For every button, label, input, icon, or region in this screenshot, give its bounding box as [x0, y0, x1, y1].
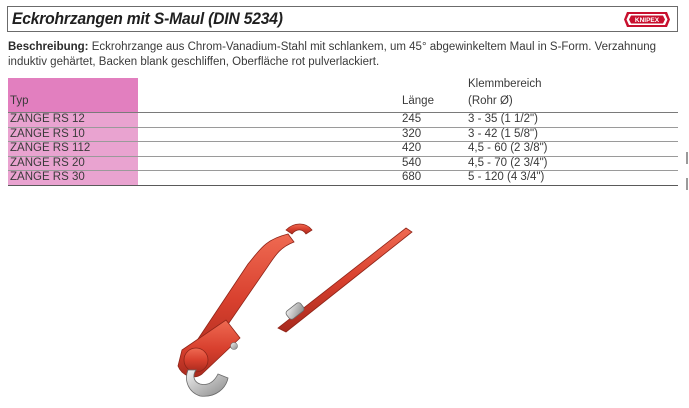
description	[8, 40, 680, 69]
table-header	[8, 78, 678, 113]
cell-laenge: 320	[402, 127, 422, 140]
cell-laenge: 420	[402, 142, 422, 154]
cell-klemmbereich: 3 - 35 (1 1/2")	[468, 113, 538, 125]
product-table	[8, 78, 678, 186]
cell-klemmbereich: 4,5 - 60 (2 3/8")	[468, 142, 548, 154]
pipe-wrench-image	[168, 220, 428, 400]
header-laenge: Länge	[402, 95, 434, 107]
description-label: Beschreibung:	[8, 41, 89, 53]
title-box	[7, 6, 678, 32]
header-typ: Typ	[10, 95, 29, 107]
table-row	[8, 157, 678, 172]
header-rohr: (Rohr Ø)	[468, 95, 513, 107]
cell-typ: ZANGE RS 10	[8, 128, 138, 142]
page-title: Eckrohrzangen mit S-Maul (DIN 5234)	[12, 9, 283, 28]
cell-klemmbereich: 3 - 42 (1 5/8")	[468, 127, 538, 140]
logo-text: KNIPEX	[634, 17, 660, 24]
table-row	[8, 171, 678, 186]
table-row	[8, 142, 678, 157]
knipex-logo	[623, 11, 671, 28]
cell-klemmbereich: 4,5 - 70 (2 3/4")	[468, 156, 548, 169]
description-text: Eckrohrzange aus Chrom-Vanadium-Stahl mit schlankem, um 45° abgewinkeltem Maul in S-Form. Verzahnung induktiv gehärtet, Backen blank geschliffen, Oberfläche rot pulverlackiert.	[8, 41, 657, 68]
cell-typ: ZANGE RS 30	[8, 171, 138, 185]
table-row	[8, 113, 678, 128]
cell-typ: ZANGE RS 12	[8, 113, 138, 127]
header-klemmbereich: Klemmbereich	[468, 78, 542, 90]
table-body	[8, 113, 678, 186]
cell-typ: ZANGE RS 112	[8, 142, 138, 156]
cell-laenge: 680	[402, 171, 422, 183]
cell-laenge: 540	[402, 156, 422, 169]
table-row	[8, 128, 678, 143]
margin-tick	[686, 178, 688, 190]
cell-laenge: 245	[402, 113, 422, 125]
margin-tick	[686, 152, 688, 164]
cell-typ: ZANGE RS 20	[8, 157, 138, 171]
cell-klemmbereich: 5 - 120 (4 3/4")	[468, 171, 545, 183]
